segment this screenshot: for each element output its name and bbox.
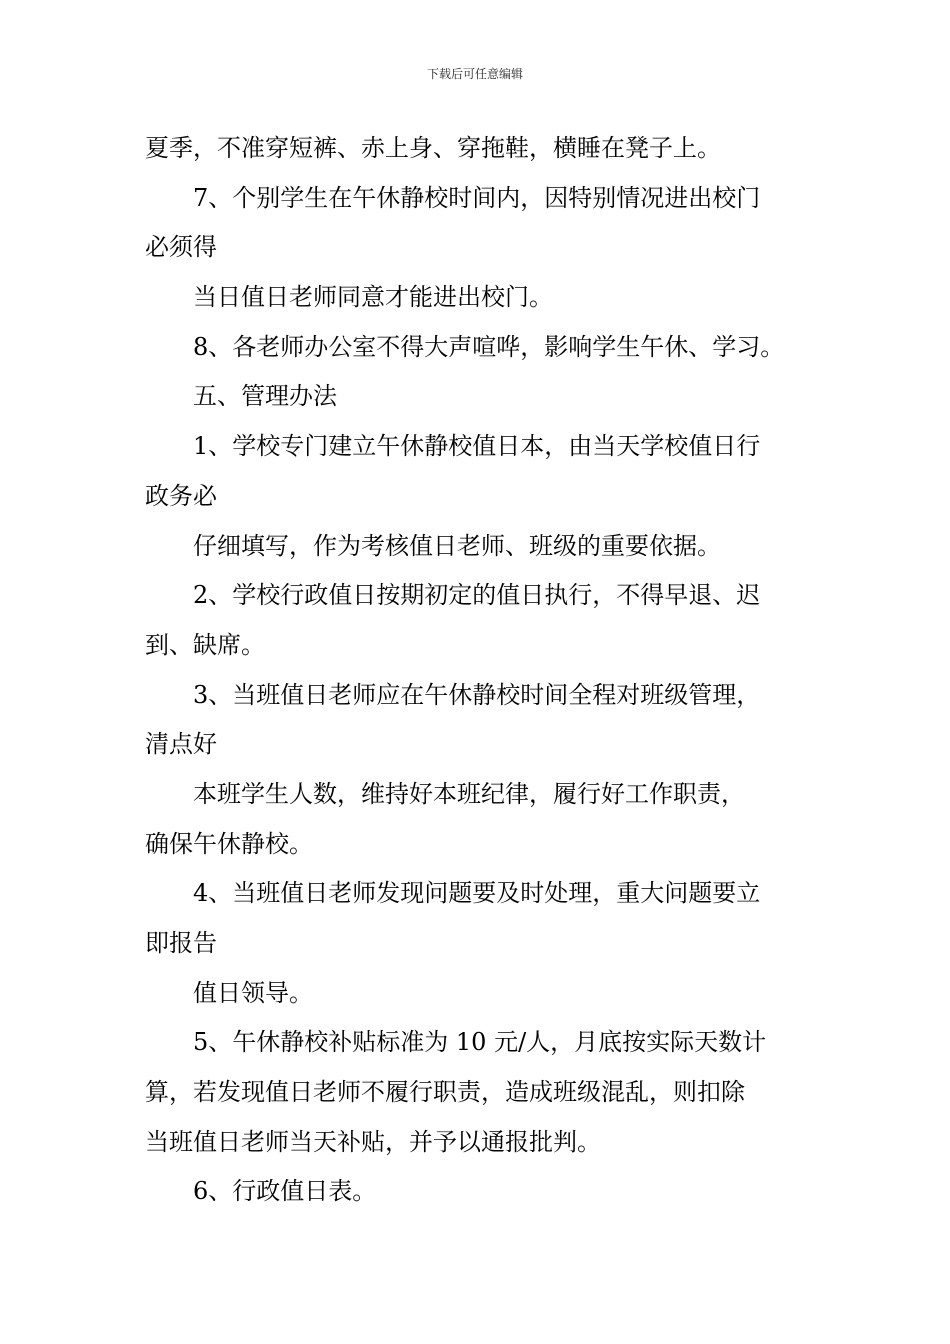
body-line-18: 值日领导。 <box>193 978 313 1007</box>
body-line-14: 本班学生人数，维持好本班纪律，履行好工作职责， <box>193 779 745 808</box>
section-heading-management: 五、管理办法 <box>193 382 337 411</box>
body-line-4: 当日值日老师同意才能进出校门。 <box>193 283 553 312</box>
body-line-1: 夏季，不准穿短裤、赤上身、穿拖鞋，横睡在凳子上。 <box>145 134 721 162</box>
body-line-9: 仔细填写，作为考核值日老师、班级的重要依据。 <box>193 531 721 560</box>
body-line-17: 即报告 <box>145 929 217 957</box>
body-line-3: 必须得 <box>145 233 217 262</box>
body-line-11: 到、缺席。 <box>145 630 265 659</box>
body-line-12: 3、当班值日老师应在午休静校时间全程对班级管理， <box>193 680 761 709</box>
body-line-15: 确保午休静校。 <box>145 829 313 858</box>
body-line-19: 5、午休静校补贴标准为 10 元/人，月底按实际天数计 <box>193 1028 767 1057</box>
body-line-8: 政务必 <box>145 481 217 510</box>
body-line-22: 6、行政值日表。 <box>193 1177 377 1206</box>
body-line-7: 1、学校专门建立午休静校值日本，由当天学校值日行 <box>193 432 761 461</box>
body-line-2: 7、个别学生在午休静校时间内，因特别情况进出校门 <box>193 183 761 212</box>
page-header-note: 下载后可任意编辑 <box>426 67 523 81</box>
body-line-13: 清点好 <box>145 730 217 759</box>
body-line-16: 4、当班值日老师发现问题要及时处理，重大问题要立 <box>193 879 761 908</box>
body-line-20: 算，若发现值日老师不履行职责，造成班级混乱，则扣除 <box>145 1078 745 1107</box>
body-line-5: 8、各老师办公室不得大声喧哗，影响学生午休、学习。 <box>193 332 785 361</box>
document-body <box>145 124 810 1217</box>
body-line-21: 当班值日老师当天补贴，并予以通报批判。 <box>145 1127 601 1156</box>
body-line-10: 2、学校行政值日按期初定的值日执行，不得早退、迟 <box>193 581 761 610</box>
